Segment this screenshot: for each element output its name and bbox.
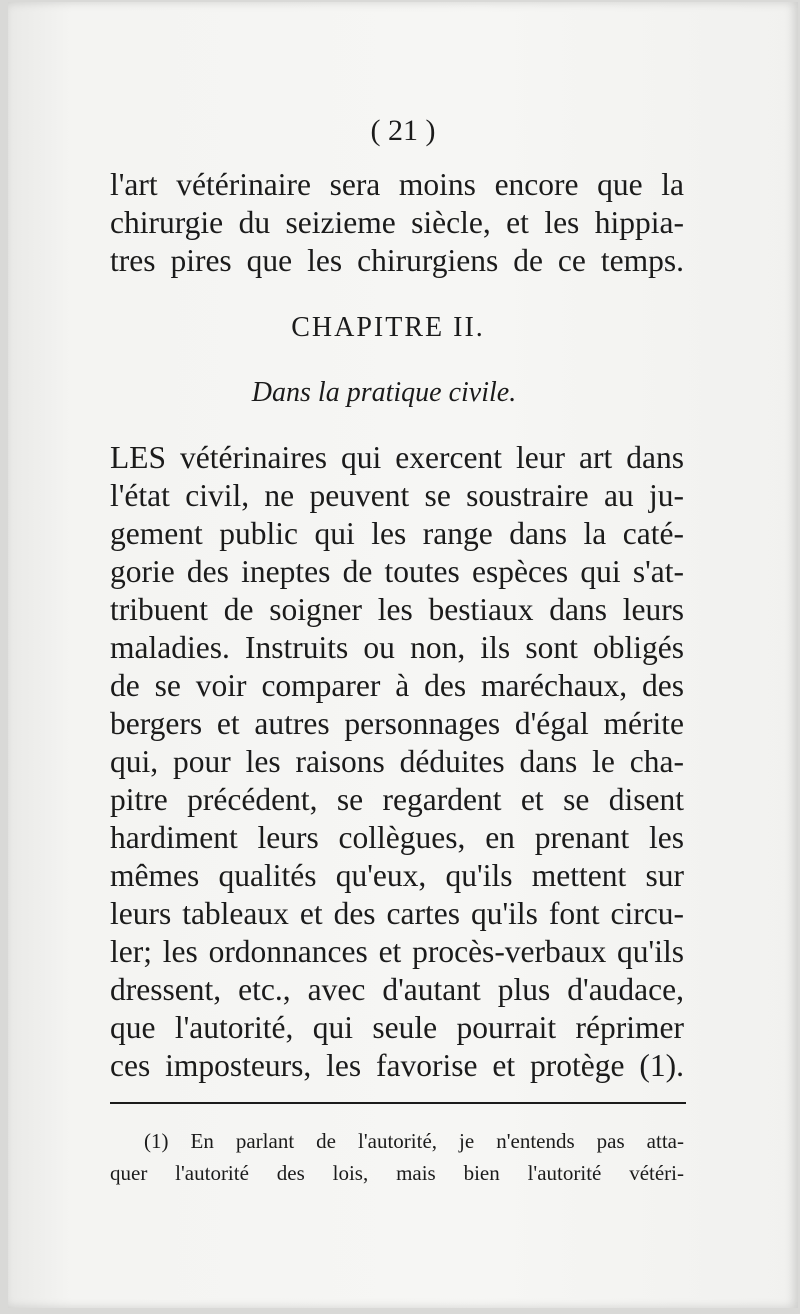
text-line: tribuent de soigner les bestiaux dans leurs bbox=[110, 592, 684, 627]
text-line: gorie des ineptes de toutes espèces qui s'at- bbox=[110, 554, 684, 589]
text-line: de se voir comparer à des maréchaux, des bbox=[110, 668, 684, 703]
text-line: LES vétérinaires qui exercent leur art dans bbox=[110, 440, 684, 475]
text-line: qui, pour les raisons déduites dans le cha- bbox=[110, 744, 684, 779]
text-line: que l'autorité, qui seule pourrait réprimer bbox=[110, 1010, 684, 1045]
book-page bbox=[8, 2, 798, 1308]
text-line: ces imposteurs, les favorise et protège (1). bbox=[110, 1048, 684, 1083]
page-number: ( 21 ) bbox=[370, 114, 436, 147]
text-line: maladies. Instruits ou non, ils sont obligés bbox=[110, 630, 684, 665]
text-line: gement public qui les range dans la caté- bbox=[110, 516, 684, 551]
text-line: pitre précédent, se regardent et se disent bbox=[110, 782, 684, 817]
text-line: tres pires que les chirurgiens de ce temps. bbox=[110, 243, 684, 278]
text-line: chirurgie du seizieme siècle, et les hippia- bbox=[110, 205, 684, 240]
text-line: l'art vétérinaire sera moins encore que la bbox=[110, 167, 684, 202]
footnote-line: (1) En parlant de l'autorité, je n'entends pas atta- bbox=[144, 1129, 684, 1153]
chapter-subtitle: Dans la pratique civile. bbox=[251, 377, 517, 408]
text-line: leurs tableaux et des cartes qu'ils font circu- bbox=[110, 896, 684, 931]
text-line: bergers et autres personnages d'égal mérite bbox=[110, 706, 684, 741]
text-line: l'état civil, ne peuvent se soustraire au ju- bbox=[110, 478, 684, 513]
footnote-line: quer l'autorité des lois, mais bien l'autorité vétéri- bbox=[110, 1161, 684, 1185]
text-line: ler; les ordonnances et procès-verbaux qu'ils bbox=[110, 934, 684, 969]
text-line: dressent, etc., avec d'autant plus d'audace, bbox=[110, 972, 684, 1007]
footnote-rule bbox=[110, 1102, 686, 1104]
text-line: mêmes qualités qu'eux, qu'ils mettent sur bbox=[110, 858, 684, 893]
text-line: hardiment leurs collègues, en prenant les bbox=[110, 820, 684, 855]
chapter-title: CHAPITRE II. bbox=[291, 312, 485, 343]
